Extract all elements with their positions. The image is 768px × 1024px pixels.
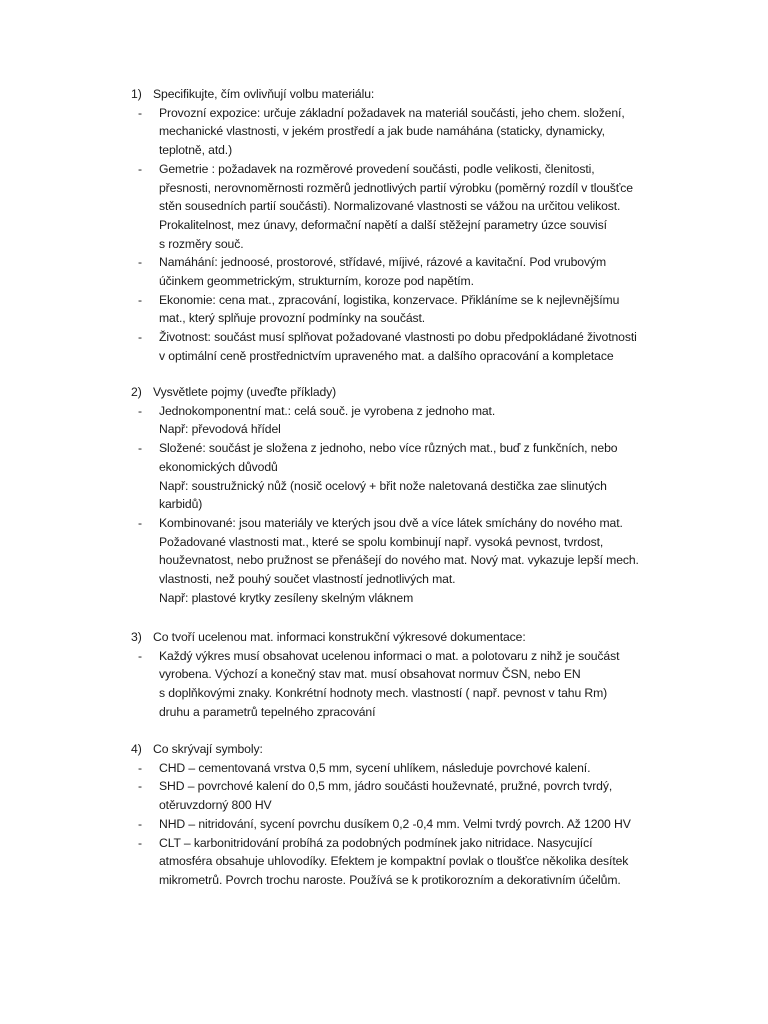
item-text-line: Životnost: součást musí splňovat požadované vlastnosti po dobu předpokládané životnosti: [159, 330, 637, 345]
item-text-line: Provozní expozice: určuje základní požadavek na materiál součásti, jeho chem. složení,: [159, 105, 625, 120]
item-text-line: Každý výkres musí obsahovat ucelenou informaci o mat. a polotovaru z nihž je součást: [159, 648, 620, 663]
item-text-line: atmosféra obsahuje uhlovodíky. Efektem je kompaktní povlak o tloušťce několika desítek: [159, 854, 629, 869]
bullet-dash: -: [138, 515, 143, 530]
item-text-line: Prokalitelnost, mez únavy, deformační napětí a další stěžejní parametry úzce souvisí: [159, 217, 607, 232]
item-text-line: mat., který splňuje provozní podmínky na součást.: [159, 311, 426, 326]
item-text-line: mechanické vlastnosti, v jekém prostředí a jak bude namáhána (staticky, dynamicky,: [159, 124, 605, 139]
item-text-line: ekonomických důvodů: [159, 459, 278, 474]
bullet-dash: -: [138, 760, 143, 775]
item-text-line: přesnosti, nerovnoměrnosti rozměrů jednotlivých partií výrobku (poměrný rozdíl v tloušťce: [159, 180, 633, 195]
bullet-dash: -: [138, 292, 143, 307]
item-text-line: Např: soustružnický nůž (nosič ocelový + břit nože naletovaná destička zae slinutých: [159, 478, 607, 493]
item-text-line: druhu a parametrů tepelného zpracování: [159, 704, 376, 719]
section-heading: Co tvoří ucelenou mat. informaci konstrukční výkresové dokumentace:: [153, 630, 526, 644]
item-text-line: Kombinované: jsou materiály ve kterých jsou dvě a více látek smíchány do nového mat.: [159, 515, 623, 530]
item-text-line: s rozměry souč.: [159, 236, 244, 251]
section-number: 1): [131, 87, 142, 101]
bullet-dash: -: [138, 816, 143, 831]
bullet-dash: -: [138, 330, 143, 345]
bullet-dash: -: [138, 105, 143, 120]
bullet-dash: -: [138, 648, 143, 663]
item-text-line: s doplňkovými znaky. Konkrétní hodnoty mech. vlastností ( např. pevnost v tahu Rm): [159, 686, 608, 701]
item-text-line: otěruvzdorný 800 HV: [159, 798, 272, 813]
item-text-line: CHD – cementovaná vrstva 0,5 mm, sycení uhlíkem, následuje povrchové kalení.: [159, 760, 591, 775]
section-heading: Co skrývají symboly:: [153, 742, 263, 756]
bullet-dash: -: [138, 161, 143, 176]
bullet-dash: -: [138, 403, 143, 418]
item-text-line: Např: plastové krytky zesíleny skelným vláknem: [159, 590, 414, 605]
item-text-line: Jednokomponentní mat.: celá souč. je vyrobena z jednoho mat.: [159, 403, 496, 418]
item-text-line: Namáhání: jednoosé, prostorové, střídavé, míjivé, rázové a kavitační. Pod vrubovým: [159, 255, 607, 270]
bullet-dash: -: [138, 441, 143, 456]
item-text-line: stěn sousedních partií součásti). Normalizované vlastnosti se vážou na určitou velikost.: [159, 199, 621, 214]
item-text-line: Požadované vlastnosti mat., které se spolu kombinují např. vysoká pevnost, tvrdost,: [159, 534, 604, 549]
item-text-line: houževnatost, nebo pružnost se přenášejí do nového mat. Nový mat. vykazuje lepší mech.: [159, 553, 639, 568]
section-number: 4): [131, 742, 142, 756]
item-text-line: SHD – povrchové kalení do 0,5 mm, jádro součásti houževnaté, pružné, povrch tvrdý,: [159, 779, 613, 794]
item-text-line: CLT – karbonitridování probíhá za podobných podmínek jako nitridace. Nasycující: [159, 835, 593, 850]
section-heading: Vysvětlete pojmy (uveďte příklady): [153, 385, 337, 399]
bullet-dash: -: [138, 835, 143, 850]
bullet-dash: -: [138, 255, 143, 270]
section-heading: Specifikujte, čím ovlivňují volbu materiálu:: [153, 87, 375, 101]
section-number: 3): [131, 630, 142, 644]
item-text-line: Složené: součást je složena z jednoho, nebo více různých mat., buď z funkčních, nebo: [159, 441, 618, 456]
item-text-line: Gemetrie : požadavek na rozměrové provedení součásti, podle velikosti, členitosti,: [159, 161, 595, 176]
item-text-line: karbidů): [159, 497, 203, 512]
item-text-line: mikrometrů. Povrch trochu naroste. Používá se k protikorozním a dekorativním účelům.: [159, 872, 621, 887]
section-number: 2): [131, 385, 142, 399]
item-text-line: NHD – nitridování, sycení povrchu dusíkem 0,2 -0,4 mm. Velmi tvrdý povrch. Až 1200 HV: [159, 816, 631, 831]
item-text-line: Např: převodová hřídel: [159, 422, 281, 437]
item-text-line: vyrobena. Výchozí a konečný stav mat. musí obsahovat normuv ČSN, nebo EN: [159, 667, 581, 682]
item-text-line: teplotně, atd.): [159, 143, 233, 158]
item-text-line: Ekonomie: cena mat., zpracování, logistika, konzervace. Přikláníme se k nejlevnějšímu: [159, 292, 620, 307]
item-text-line: v optimální ceně prostřednictvím upraveného mat. a dalšího opracování a kompletace: [159, 348, 614, 363]
item-text-line: vlastnosti, než pouhý součet vlastností jednotlivých mat.: [159, 572, 456, 586]
bullet-dash: -: [138, 779, 143, 794]
item-text-line: účinkem geommetrickým, strukturním, koroze pod napětím.: [159, 274, 474, 288]
